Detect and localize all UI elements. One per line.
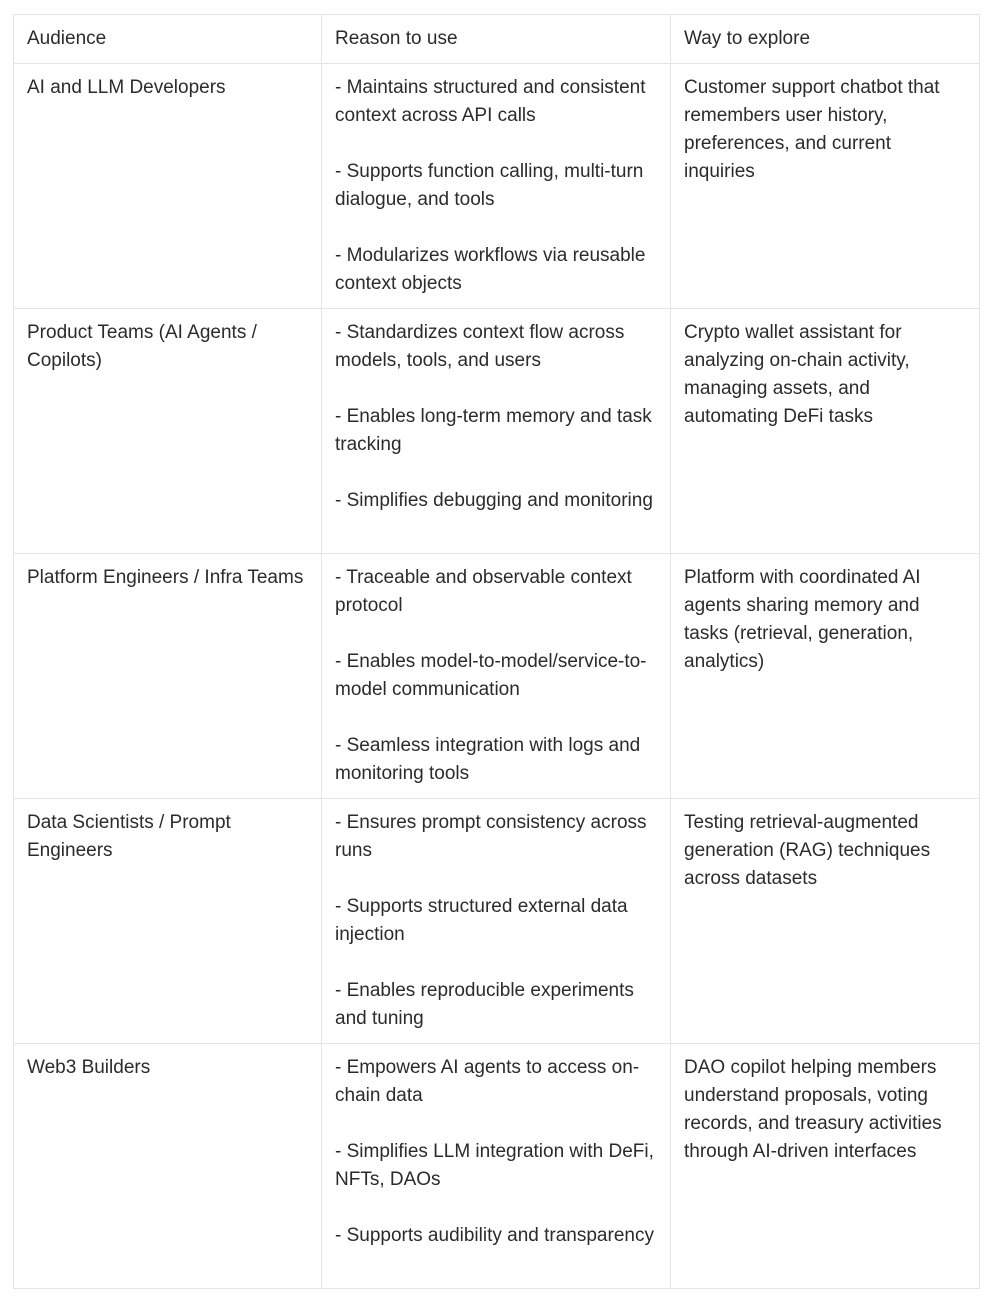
header-way-to-explore: Way to explore bbox=[671, 15, 980, 64]
audience-cell: Product Teams (AI Agents / Copilots) bbox=[14, 309, 322, 554]
reason-item: - Ensures prompt consistency across runs bbox=[335, 812, 647, 861]
reason-item: - Supports audibility and transparency bbox=[335, 1225, 654, 1246]
reasons-cell bbox=[322, 1044, 671, 1289]
explore-cell: Customer support chatbot that remembers user history, preferences, and current inquiries bbox=[671, 64, 980, 309]
reasons-cell bbox=[322, 554, 671, 799]
reason-item: - Enables model-to-model/service-to-model communication bbox=[335, 651, 647, 700]
audience-cell: Data Scientists / Prompt Engineers bbox=[14, 799, 322, 1044]
table-header-row bbox=[14, 15, 980, 64]
table-row bbox=[14, 1044, 980, 1289]
table-row bbox=[14, 309, 980, 554]
reason-item: - Supports structured external data injection bbox=[335, 896, 628, 945]
reason-item: - Supports function calling, multi-turn dialogue, and tools bbox=[335, 161, 644, 210]
reasons-cell bbox=[322, 799, 671, 1044]
reason-item: - Enables reproducible experiments and tuning bbox=[335, 980, 634, 1029]
header-reason-to-use: Reason to use bbox=[322, 15, 671, 64]
table-row bbox=[14, 64, 980, 309]
reason-item: - Traceable and observable context protocol bbox=[335, 567, 632, 616]
reason-item: - Standardizes context flow across models, tools, and users bbox=[335, 322, 625, 371]
audience-table bbox=[13, 14, 980, 1289]
explore-cell: Testing retrieval-augmented generation (RAG) techniques across datasets bbox=[671, 799, 980, 1044]
audience-cell: Platform Engineers / Infra Teams bbox=[14, 554, 322, 799]
audience-cell: AI and LLM Developers bbox=[14, 64, 322, 309]
table-row bbox=[14, 799, 980, 1044]
explore-cell: DAO copilot helping members understand proposals, voting records, and treasury activities through AI-driven interfaces bbox=[671, 1044, 980, 1289]
reason-item: - Enables long-term memory and task tracking bbox=[335, 406, 652, 455]
table-row bbox=[14, 554, 980, 799]
header-audience: Audience bbox=[14, 15, 322, 64]
reason-item: - Simplifies debugging and monitoring bbox=[335, 490, 653, 511]
reason-item: - Modularizes workflows via reusable context objects bbox=[335, 245, 646, 294]
explore-cell: Platform with coordinated AI agents sharing memory and tasks (retrieval, generation, analytics) bbox=[671, 554, 980, 799]
reasons-cell bbox=[322, 64, 671, 309]
reason-item: - Simplifies LLM integration with DeFi, NFTs, DAOs bbox=[335, 1141, 654, 1190]
reasons-cell bbox=[322, 309, 671, 554]
reason-item: - Seamless integration with logs and monitoring tools bbox=[335, 735, 641, 784]
reason-item: - Maintains structured and consistent context across API calls bbox=[335, 77, 646, 126]
explore-cell: Crypto wallet assistant for analyzing on-chain activity, managing assets, and automating DeFi tasks bbox=[671, 309, 980, 554]
audience-cell: Web3 Builders bbox=[14, 1044, 322, 1289]
reason-item: - Empowers AI agents to access on-chain data bbox=[335, 1057, 640, 1106]
